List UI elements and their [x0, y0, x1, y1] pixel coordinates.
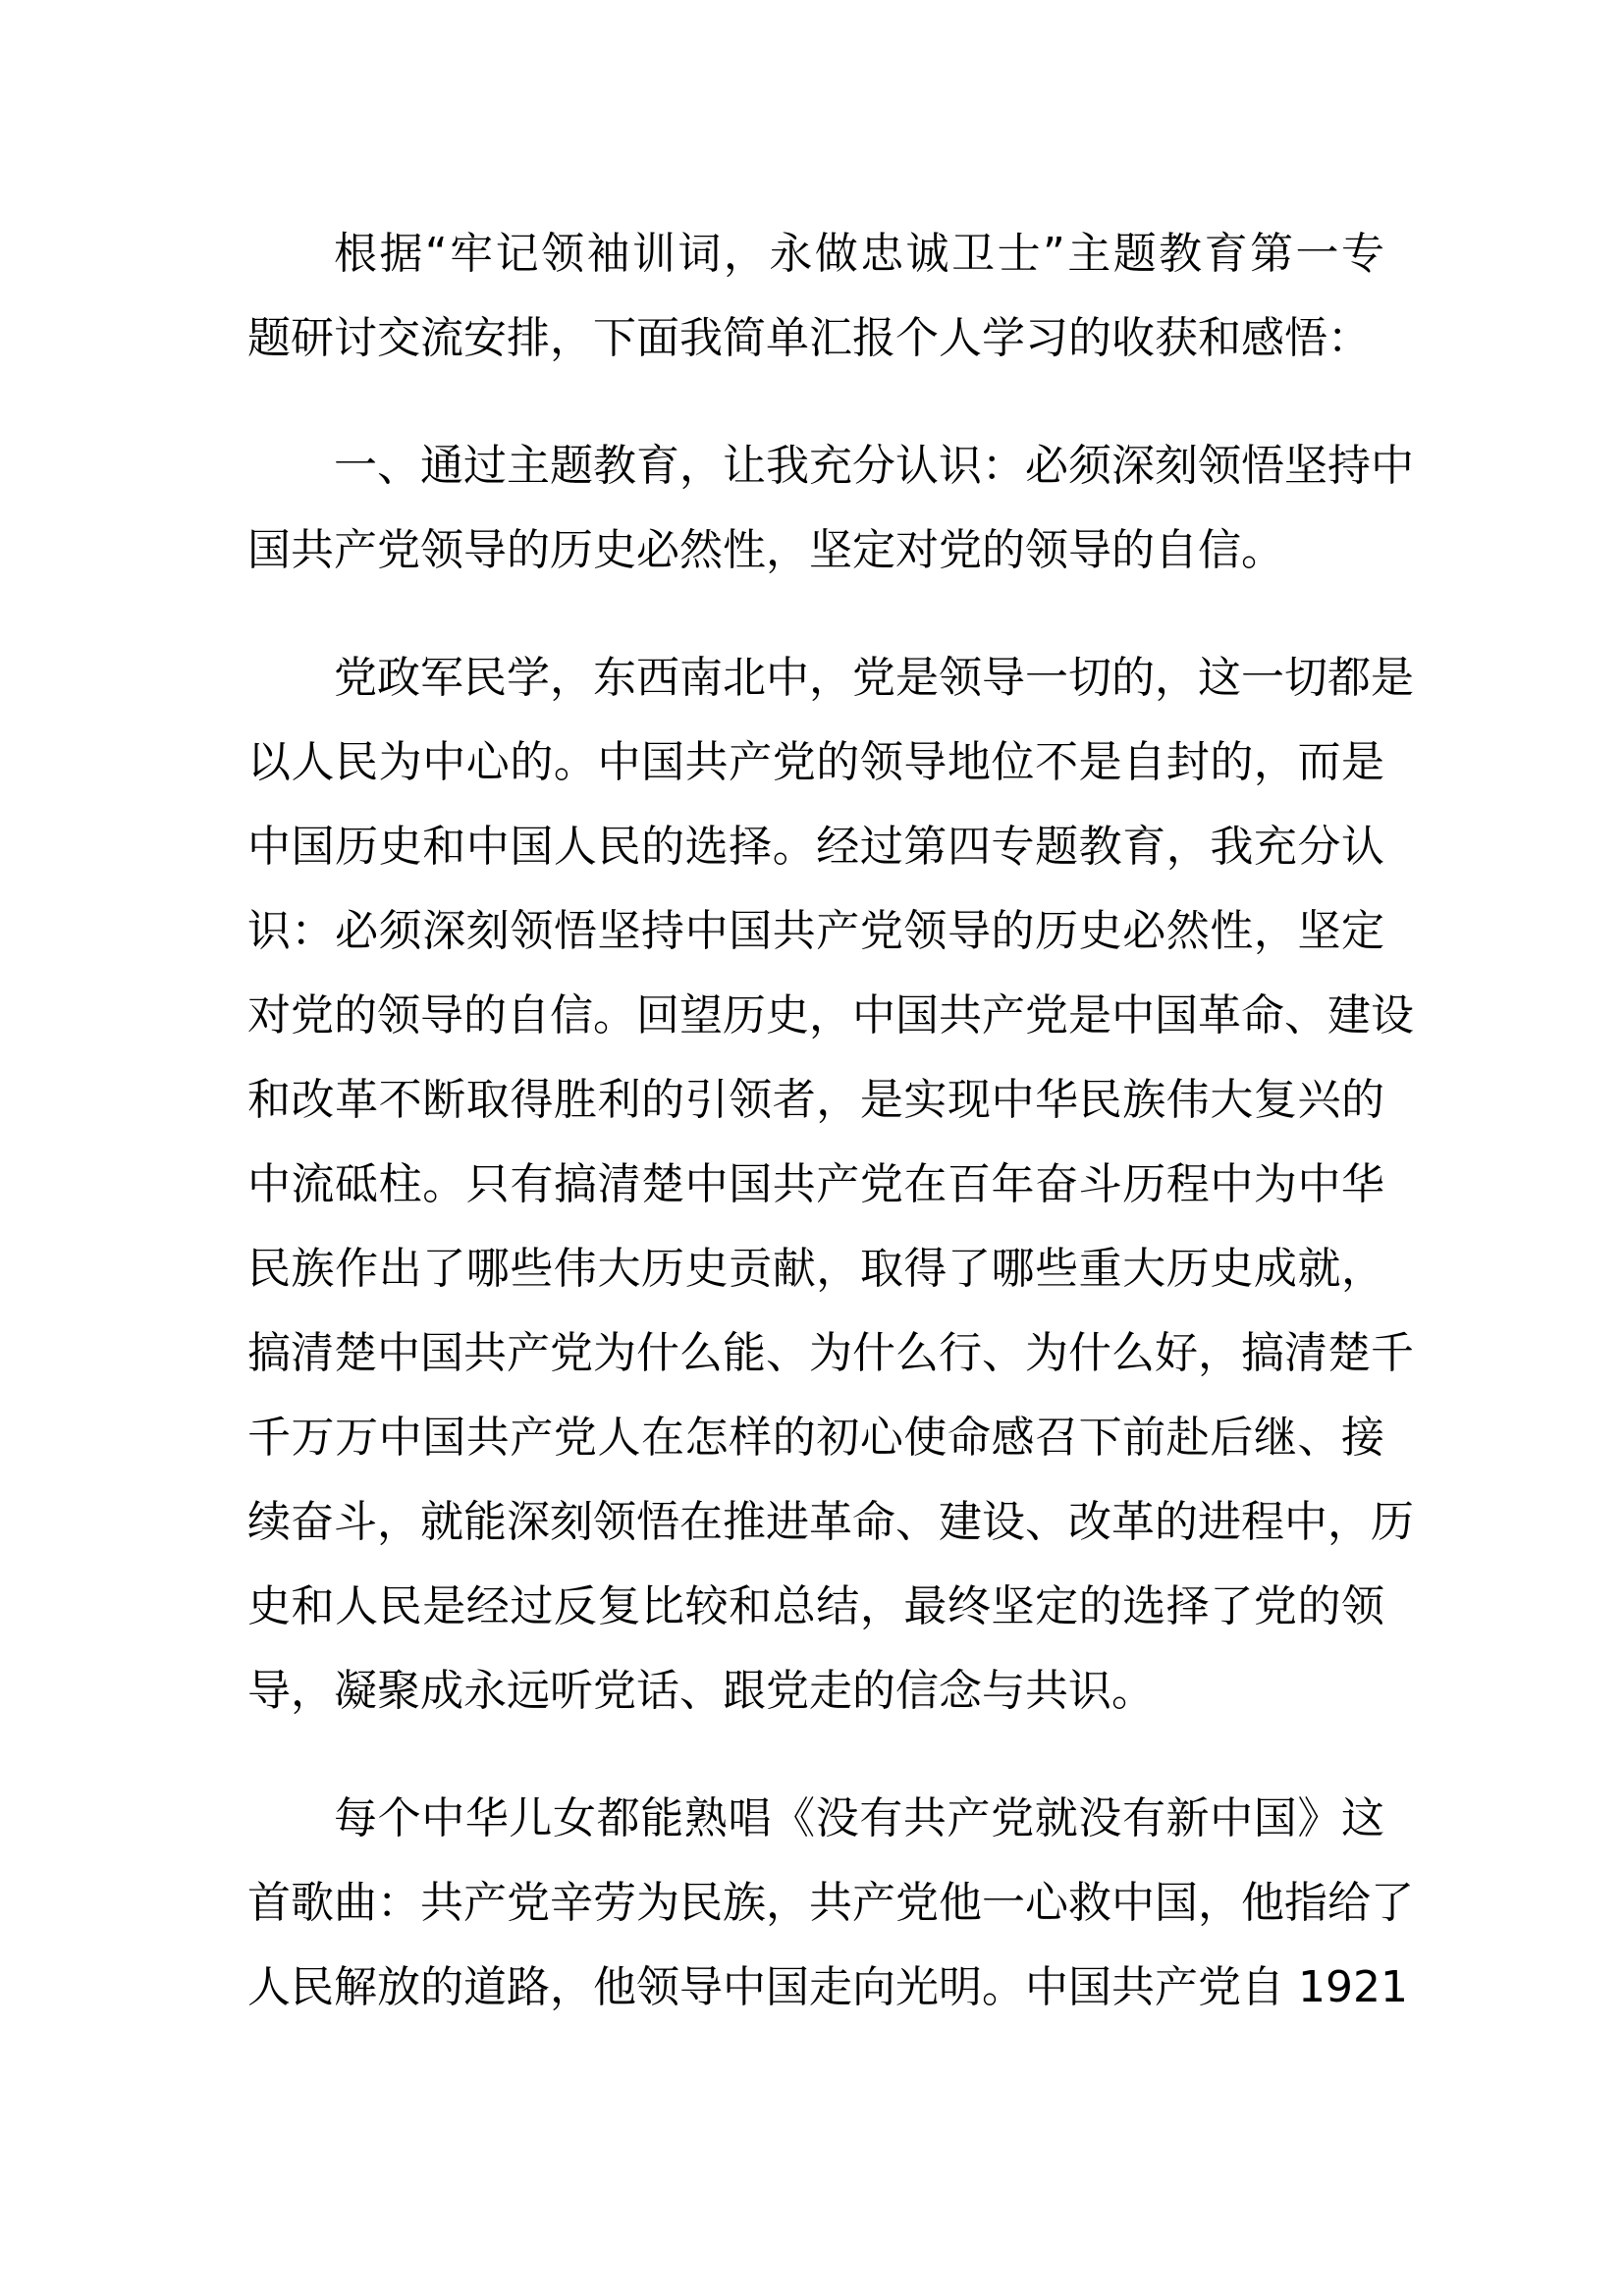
text-line: 民族作出了哪些伟大历史贡献，取得了哪些重大历史成就，	[247, 1244, 1384, 1294]
text-line: 中流砥柱。只有搞清楚中国共产党在百年奋斗历程中为中华	[247, 1159, 1384, 1209]
text-line: 题研讨交流安排，下面我简单汇报个人学习的收获和感悟：	[247, 313, 1371, 363]
text-line: 人民解放的道路，他领导中国走向光明。中国共产党自 1921	[247, 1962, 1408, 2012]
text-line: 搞清楚中国共产党为什么能、为什么行、为什么好，搞清楚千	[247, 1328, 1414, 1378]
text-line: 每个中华儿女都能熟唱《没有共产党就没有新中国》这	[334, 1793, 1384, 1843]
paragraph-intro	[247, 212, 1384, 381]
paragraph-body-1	[247, 636, 1414, 1734]
text-line: 以人民为中心的。中国共产党的领导地位不是自封的，而是	[247, 737, 1384, 787]
text-line: 首歌曲：共产党辛劳为民族，共产党他一心救中国，他指给了	[247, 1878, 1414, 1928]
text-line: 和改革不断取得胜利的引领者，是实现中华民族伟大复兴的	[247, 1075, 1384, 1125]
text-line: 党政军民学，东西南北中，党是领导一切的，这一切都是	[334, 653, 1414, 703]
text-line: 根据“牢记领袖训词，永做忠诚卫士”主题教育第一专	[334, 229, 1384, 279]
text-line: 导，凝聚成永远听党话、跟党走的信念与共识。	[247, 1666, 1155, 1716]
text-line: 续奋斗，就能深刻领悟在推进革命、建设、改革的进程中，历	[247, 1497, 1414, 1547]
text-line: 史和人民是经过反复比较和总结，最终坚定的选择了党的领	[247, 1581, 1384, 1631]
section-heading-1	[247, 424, 1414, 593]
document-body	[247, 212, 1414, 2073]
text-line: 一、通过主题教育，让我充分认识：必须深刻领悟坚持中	[334, 441, 1414, 491]
text-line: 国共产党领导的历史必然性，坚定对党的领导的自信。	[247, 525, 1284, 575]
text-line: 识：必须深刻领悟坚持中国共产党领导的历史必然性，坚定	[247, 906, 1384, 956]
text-line: 对党的领导的自信。回望历史，中国共产党是中国革命、建设	[247, 990, 1414, 1041]
text-line: 千万万中国共产党人在怎样的初心使命感召下前赴后继、接	[247, 1413, 1384, 1463]
text-line: 中国历史和中国人民的选择。经过第四专题教育，我充分认	[247, 822, 1384, 872]
paragraph-body-2	[247, 1777, 1414, 2030]
